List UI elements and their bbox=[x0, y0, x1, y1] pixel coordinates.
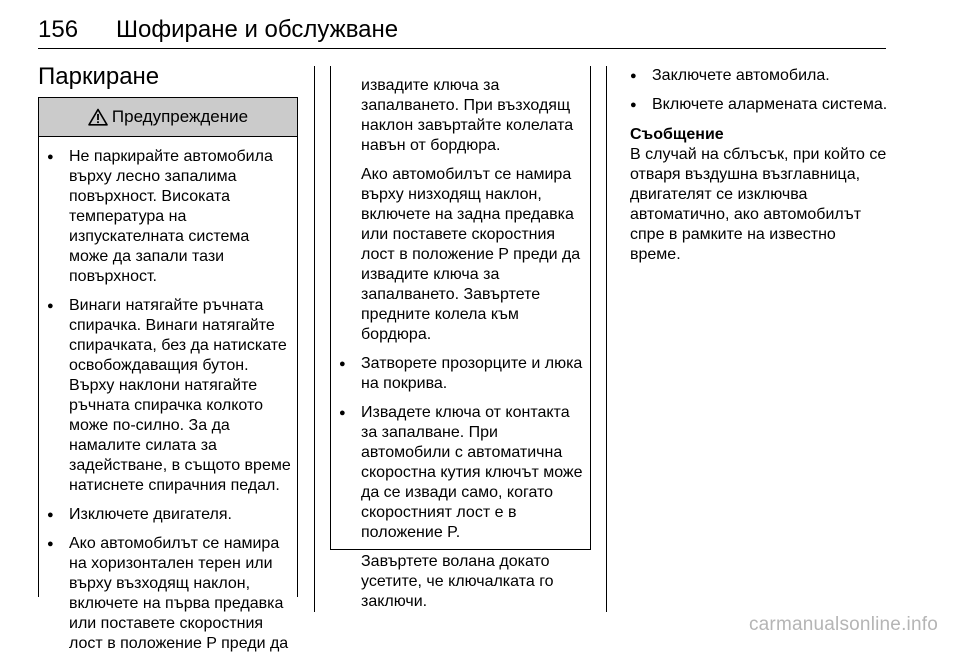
column-divider-1 bbox=[314, 66, 315, 612]
warning-title: Предупреждение bbox=[111, 107, 249, 126]
list-item: ● Включете алармената система. bbox=[628, 95, 890, 115]
note-title: Съобщение bbox=[630, 126, 724, 143]
list-item: ● Изключете двигателя. bbox=[45, 505, 291, 525]
warning-paragraph: Ако автомобилът се намира върху низходящ наклон, включете на задна предавка или поставете скоростния лост в положение P преди да извадите ключа за запалването. Завъртете предните колела към бордюра. bbox=[361, 166, 581, 343]
warning-triangle-icon bbox=[88, 108, 108, 126]
note-block bbox=[630, 125, 890, 265]
warning-paragraph: извадите ключа за запалването. При възходящ наклон завъртайте колелата навън от бордюра. bbox=[361, 77, 574, 154]
list-item: ● Ако автомобилът се намира на хоризонтален терен или върху възходящ наклон, включете на първа предавка или поставете скоростния лост в положение P преди да bbox=[45, 534, 291, 654]
watermark: carmanualsonline.info bbox=[748, 614, 938, 635]
note-text: В случай на сблъсък, при който се отваря въздушна възглавница, двигателят се изключва автоматично, ако автомобилът спре в рамките на известно време. bbox=[630, 146, 887, 263]
header-rule bbox=[38, 48, 886, 49]
list-item: ● Заключете автомобила. bbox=[628, 66, 890, 86]
page-header bbox=[38, 10, 886, 50]
column-3 bbox=[628, 66, 890, 265]
warning-list-1 bbox=[45, 147, 291, 654]
warning-box-part2 bbox=[330, 66, 591, 610]
warning-list-2 bbox=[337, 354, 584, 543]
page-number: 156 bbox=[38, 16, 79, 43]
warning-box-part1 bbox=[38, 97, 298, 652]
steps-list bbox=[628, 66, 890, 115]
column-divider-2 bbox=[606, 66, 607, 612]
chapter-title: Шофиране и обслужване bbox=[116, 16, 399, 43]
list-item: ● Затворете прозорците и люка на покрива. bbox=[337, 354, 584, 394]
section-title: Паркиране bbox=[38, 63, 160, 90]
list-item: ● Извадете ключа от контакта за запалване. При автомобили с автоматична скоростна кутия ключът може да се извади само, когато скоростният лост е в положение P. bbox=[337, 403, 584, 543]
warning-paragraph: Завъртете волана докато усетите, че ключалката го заключи. bbox=[361, 553, 554, 610]
list-item: ● Не паркирайте автомобила върху лесно запалима повърхност. Високата температура на изпускателната система може да запали тази повърхност. bbox=[45, 147, 291, 287]
list-item: ● Винаги натягайте ръчната спирачка. Винаги натягайте спирачката, без да натискате освобождаващия бутон. Върху наклони натягайте ръчната спирачка колкото може по-силно. За да намалите силата за задействане, в същото време натиснете спирачния педал. bbox=[45, 296, 291, 496]
warning-header bbox=[39, 98, 297, 137]
